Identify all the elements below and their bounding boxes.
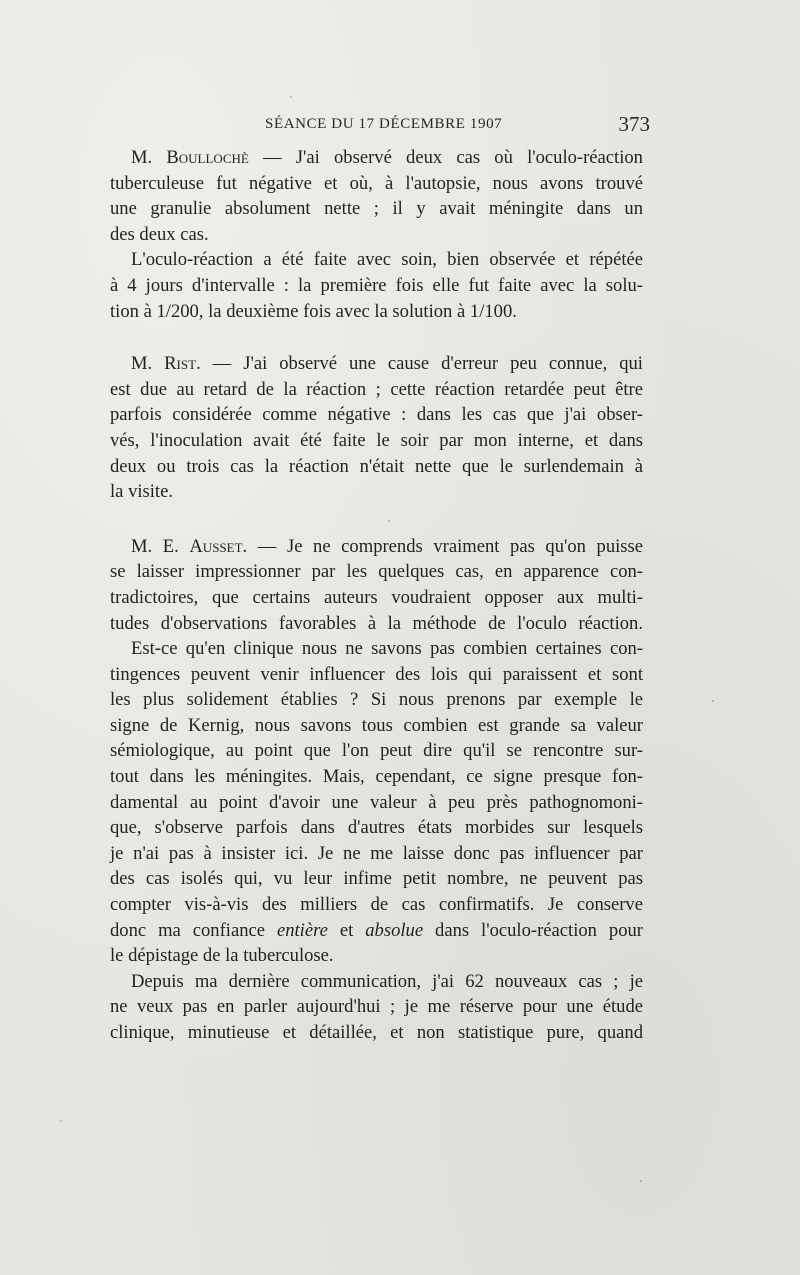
text-line: je n'ai pas à insister ici. Je ne me laisse donc pas influencer par xyxy=(110,842,643,864)
text-line: vés, l'inoculation avait été faite le soir par mon interne, et dans xyxy=(110,429,643,451)
text-line xyxy=(110,534,643,560)
paragraph-boulloche xyxy=(110,145,643,247)
page-header xyxy=(110,112,650,142)
text-line xyxy=(110,918,643,944)
text-line: damental au point d'avoir une valeur à peu près pathognomoni- xyxy=(110,791,643,813)
speaker-prefix: M. E. xyxy=(131,535,190,557)
text-line: clinique, minutieuse et détaillée, et non statistique pure, quand xyxy=(110,1022,643,1043)
running-title: SÉANCE DU 17 DÉCEMBRE 1907 xyxy=(265,116,503,132)
text-run: . — J'ai observé une cause d'erreur peu connue, qui xyxy=(196,353,643,375)
speaker-prefix: M. xyxy=(131,353,165,375)
emphasis-text: absolue xyxy=(365,919,424,941)
text-line xyxy=(110,145,643,171)
text-line: tuberculeuse fut négative et où, à l'autopsie, nous avons trouvé xyxy=(110,172,643,194)
text-line: compter vis-à-vis des milliers de cas confirmatifs. Je conserve xyxy=(110,894,643,916)
text-line: parfois considérée comme négative : dans les cas que j'ai obser- xyxy=(110,404,643,426)
text-line: une granulie absolument nette ; il y avait méningite dans un xyxy=(110,198,643,220)
speaker-name: Rist xyxy=(164,353,197,375)
text-line: à 4 jours d'intervalle : la première fois elle fut faite avec la solu- xyxy=(110,274,643,296)
text-line: tingences peuvent venir influencer des lois qui paraissent et sont xyxy=(110,663,643,685)
text-line: Depuis ma dernière communication, j'ai 62 nouveaux cas ; je xyxy=(131,970,643,992)
paper-speckle xyxy=(712,700,714,702)
text-line: se laisser impressionner par les quelques cas, en apparence con- xyxy=(110,561,643,583)
emphasis-text: entière xyxy=(276,919,328,941)
text-line: deux ou trois cas la réaction n'était nette que le surlendemain à xyxy=(110,455,643,477)
text-line: signe de Kernig, nous savons tous combien est grande sa valeur xyxy=(110,714,643,736)
paragraph-rist xyxy=(110,351,643,505)
speaker-name: Boullochè xyxy=(166,147,249,168)
page-number: 373 xyxy=(618,112,650,136)
text-line: des cas isolés qui, vu leur infime petit nombre, ne peuvent pas xyxy=(110,868,643,890)
text-line: tion à 1/200, la deuxième fois avec la solution à 1/100. xyxy=(110,300,517,322)
speaker-prefix: M. xyxy=(131,147,167,168)
paper-speckle xyxy=(388,520,390,522)
text-line: sémiologique, au point que l'on peut dire qu'il se rencontre sur- xyxy=(110,740,643,762)
text-line: des deux cas. xyxy=(110,223,209,245)
paper-speckle xyxy=(290,96,292,98)
text-line: Est-ce qu'en clinique nous ne savons pas combien certaines con- xyxy=(131,638,643,660)
text-run: dans l'oculo-réaction pour xyxy=(423,919,643,941)
text-line: les plus solidement établies ? Si nous prenons par exemple le xyxy=(110,689,643,711)
text-line: tradictoires, que certains auteurs voudraient opposer aux multi- xyxy=(110,586,643,608)
text-run: donc ma confiance xyxy=(110,919,277,941)
body-text xyxy=(110,145,643,1046)
text-line: que, s'observe parfois dans d'autres états morbides sur lesquels xyxy=(110,817,643,839)
paper-speckle xyxy=(640,1180,642,1182)
text-run: . — Je ne comprends vraiment pas qu'on puisse xyxy=(242,535,644,557)
text-run: — J'ai observé deux cas où l'oculo-réaction xyxy=(248,147,643,168)
paragraph-gap xyxy=(110,324,643,351)
paragraph-gap xyxy=(110,505,643,534)
text-line xyxy=(110,351,643,377)
text-line: tudes d'observations favorables à la méthode de l'oculo réaction. xyxy=(110,612,643,634)
speaker-name: Ausset xyxy=(189,535,243,557)
text-line: est due au retard de la réaction ; cette réaction retardée peut être xyxy=(110,378,643,400)
text-line: le dépistage de la tuberculose. xyxy=(110,945,334,967)
text-run: et xyxy=(327,919,366,941)
text-line: ne veux pas en parler aujourd'hui ; je me réserve pour une étude xyxy=(110,996,643,1018)
paragraph-oculo-reaction xyxy=(110,247,643,324)
text-line: L'oculo-réaction a été faite avec soin, bien observée et répétée xyxy=(131,249,643,271)
paragraph-ausset xyxy=(110,534,643,969)
text-line: la visite. xyxy=(110,481,173,503)
paper-speckle xyxy=(60,1120,62,1122)
text-line: tout dans les méningites. Mais, cependant, ce signe presque fon- xyxy=(110,766,643,788)
paragraph-ausset-continued xyxy=(110,969,643,1046)
